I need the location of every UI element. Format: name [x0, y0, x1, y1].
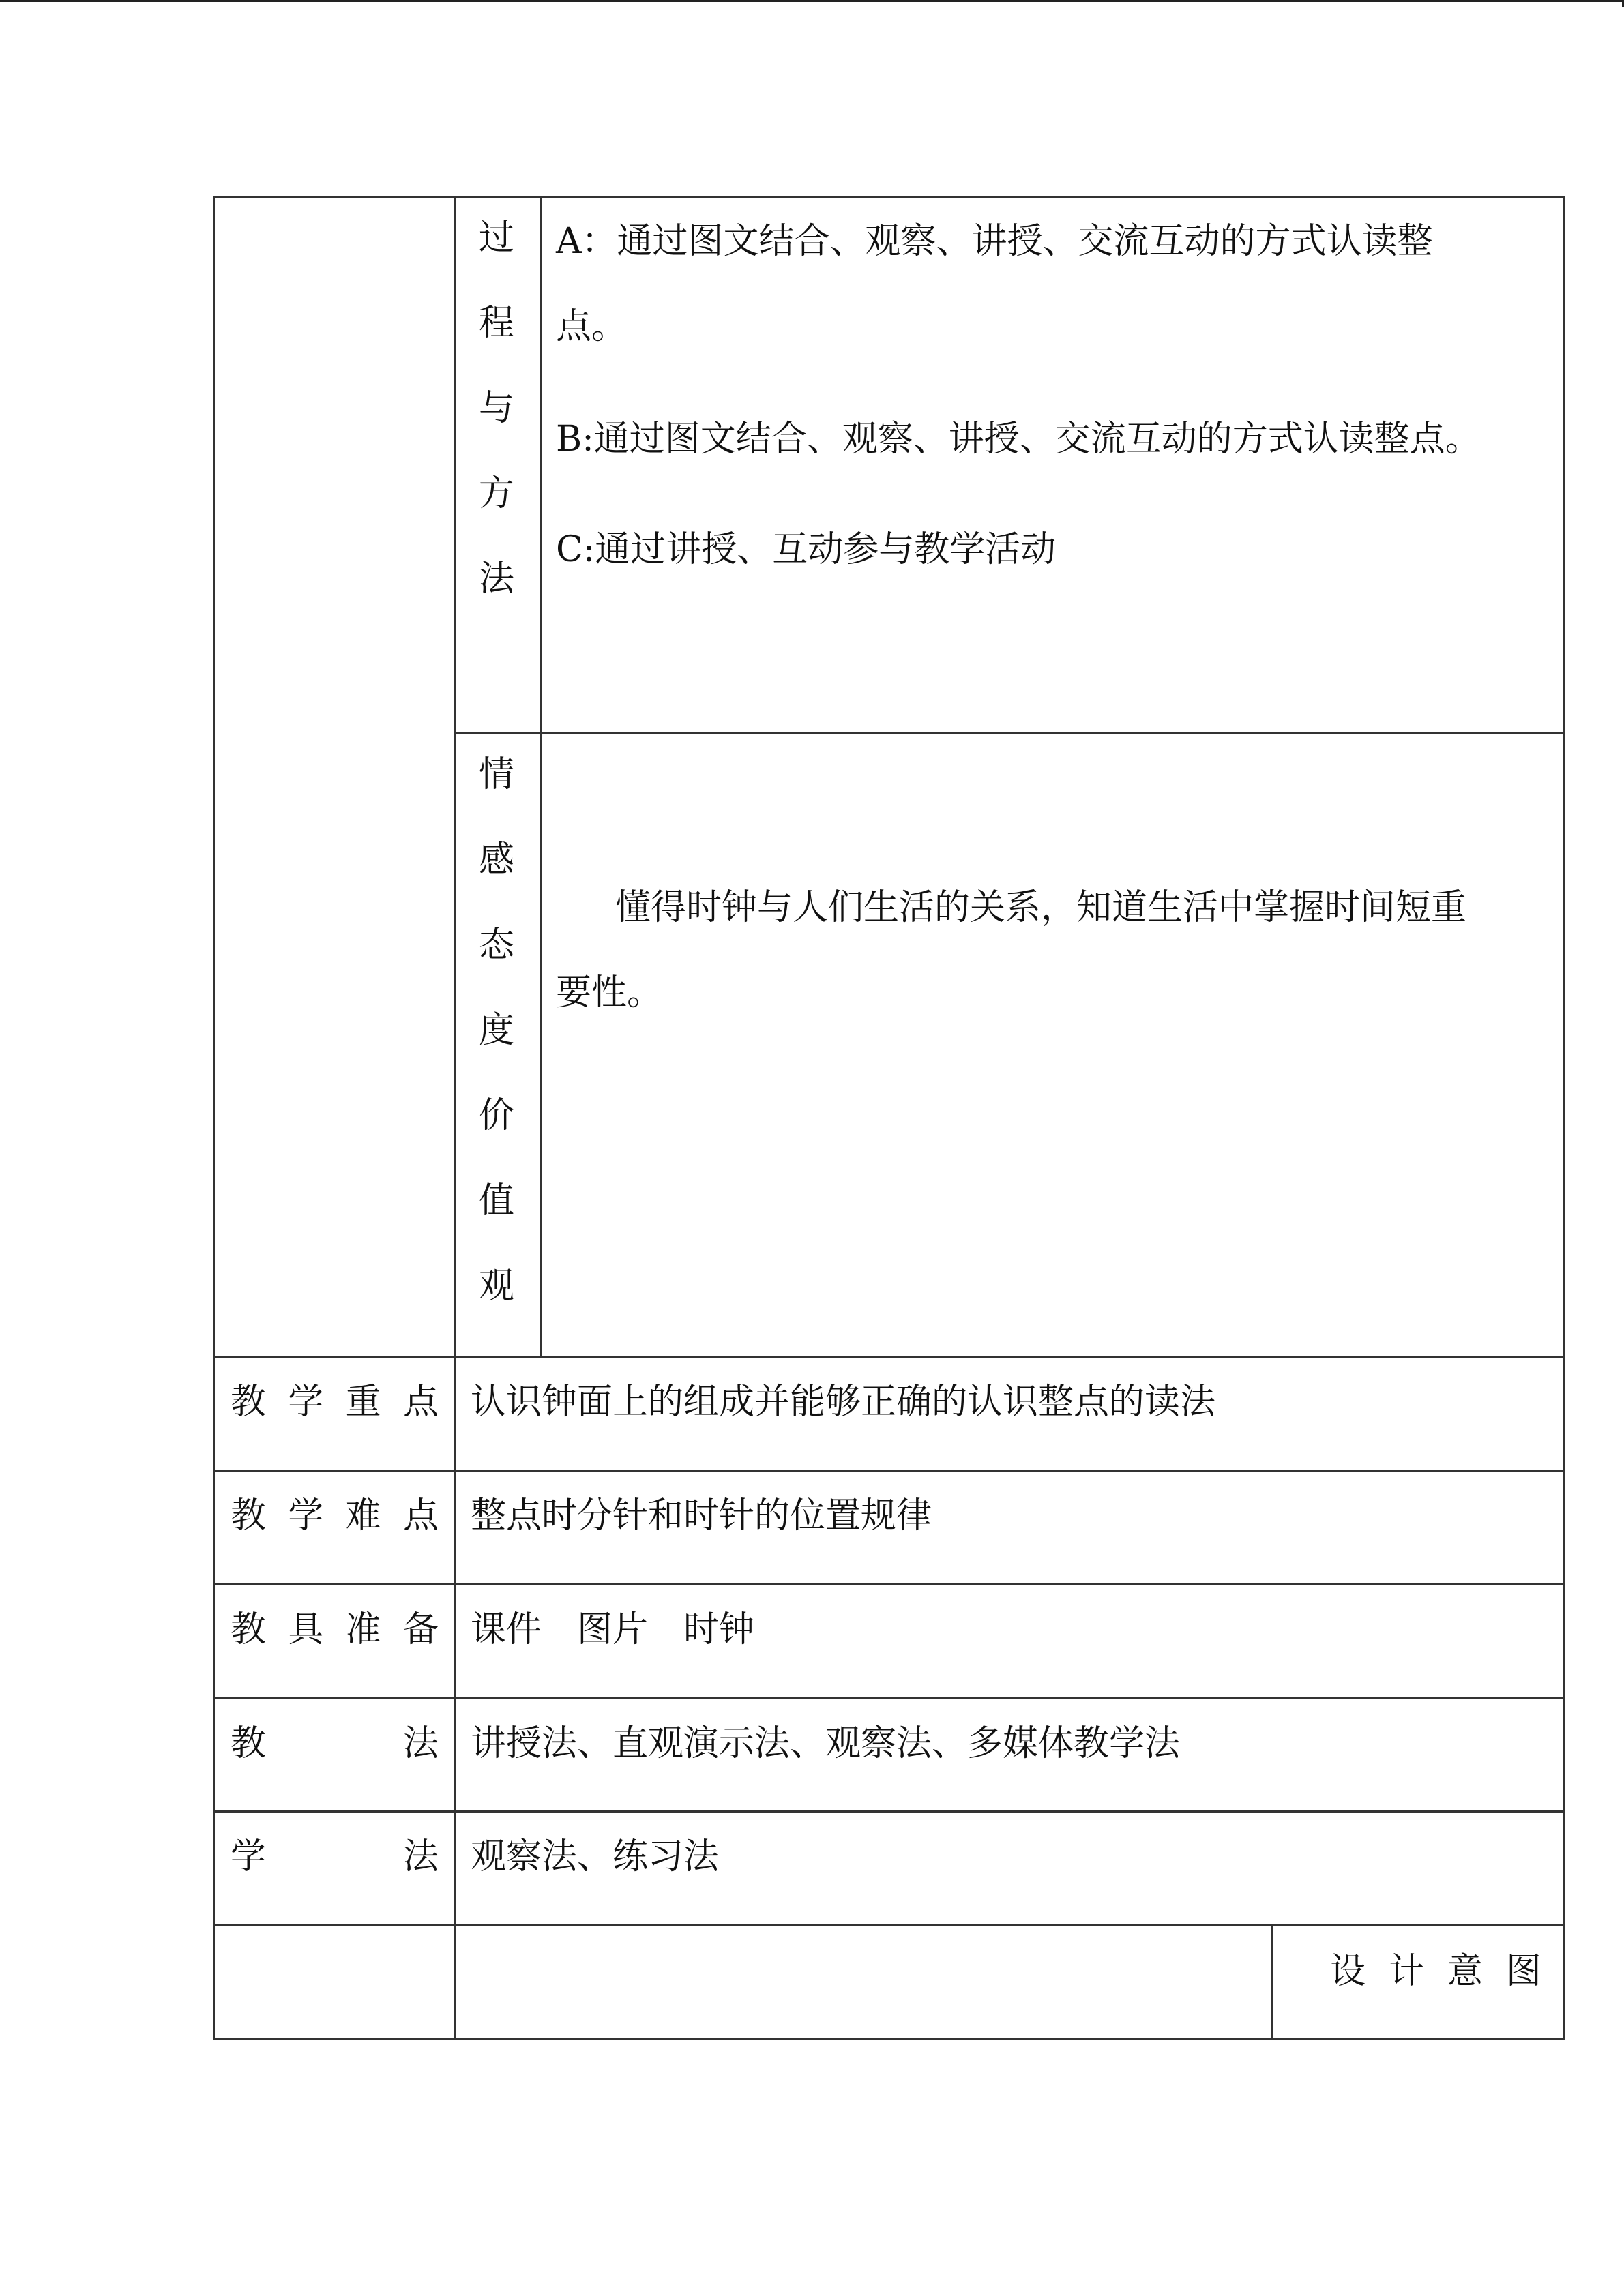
label-char: 度 [478, 1010, 514, 1051]
row-value-key-points: 认识钟面上的组成并能够正确的认识整点的读法 [471, 1382, 1216, 1422]
design-intent-divider [1271, 1924, 1273, 2040]
label-char: 态 [478, 925, 514, 966]
emotion-line-1: 懂得时钟与人们生活的关系，知道生活中掌握时间短重 [615, 887, 1467, 928]
label-char: 过 [478, 218, 514, 258]
table-border-right [1563, 196, 1565, 2040]
row-value-difficulties: 整点时分针和时针的位置规律 [471, 1495, 932, 1536]
process-method-label [469, 196, 524, 622]
row-divider-process-emotion [454, 732, 1565, 734]
label-char: 情 [478, 754, 514, 795]
emotion-line-2: 要性。 [556, 972, 663, 1013]
label-column-divider [454, 196, 456, 2040]
label-char: 观 [478, 1266, 514, 1307]
row-value-materials: 课件 图片 时钟 [471, 1609, 755, 1650]
row-divider-5 [213, 1810, 1565, 1813]
label-char: 与 [478, 388, 514, 429]
table-border-bottom [213, 2038, 1565, 2040]
row-divider-4 [213, 1697, 1565, 1699]
row-label-materials: 教 具 准 备 [231, 1609, 439, 1650]
process-line-a-1: A：通过图文结合、观察、讲授、交流互动的方式认读整 [556, 221, 1433, 262]
label-char: 价 [478, 1095, 514, 1136]
row-label-learning-method: 学 法 [231, 1836, 439, 1877]
label-char: 法 [478, 558, 514, 599]
row-divider-1 [213, 1356, 1565, 1358]
label-char: 程 [478, 303, 514, 344]
sublabel-column-divider [540, 196, 542, 1357]
row-divider-3 [213, 1583, 1565, 1585]
row-divider-2 [213, 1470, 1565, 1472]
design-intent-header: 设 计 意 图 [1330, 1951, 1541, 1992]
row-divider-6 [213, 1924, 1565, 1926]
label-char: 感 [478, 839, 514, 880]
row-value-teaching-method: 讲授法、直观演示法、观察法、多媒体教学法 [471, 1723, 1181, 1764]
lesson-plan-table [213, 196, 1565, 2040]
label-char: 值 [478, 1180, 514, 1221]
row-value-learning-method: 观察法、练习法 [471, 1836, 720, 1877]
row-label-difficulties: 教 学 难 点 [231, 1495, 439, 1536]
table-border-top [213, 196, 1565, 198]
process-line-c: C:通过讲授、互动参与教学活动 [556, 529, 1057, 570]
emotion-values-label [469, 732, 524, 1329]
table-border-left [213, 196, 215, 2040]
process-line-b: B:通过图文结合、观察、讲授、交流互动的方式认读整点。 [556, 419, 1481, 460]
row-label-key-points: 教 学 重 点 [231, 1382, 439, 1422]
label-char: 方 [478, 473, 514, 514]
process-line-a-2: 点。 [556, 306, 628, 347]
row-label-teaching-method: 教 法 [231, 1723, 439, 1764]
page-top-border [0, 0, 1624, 2]
